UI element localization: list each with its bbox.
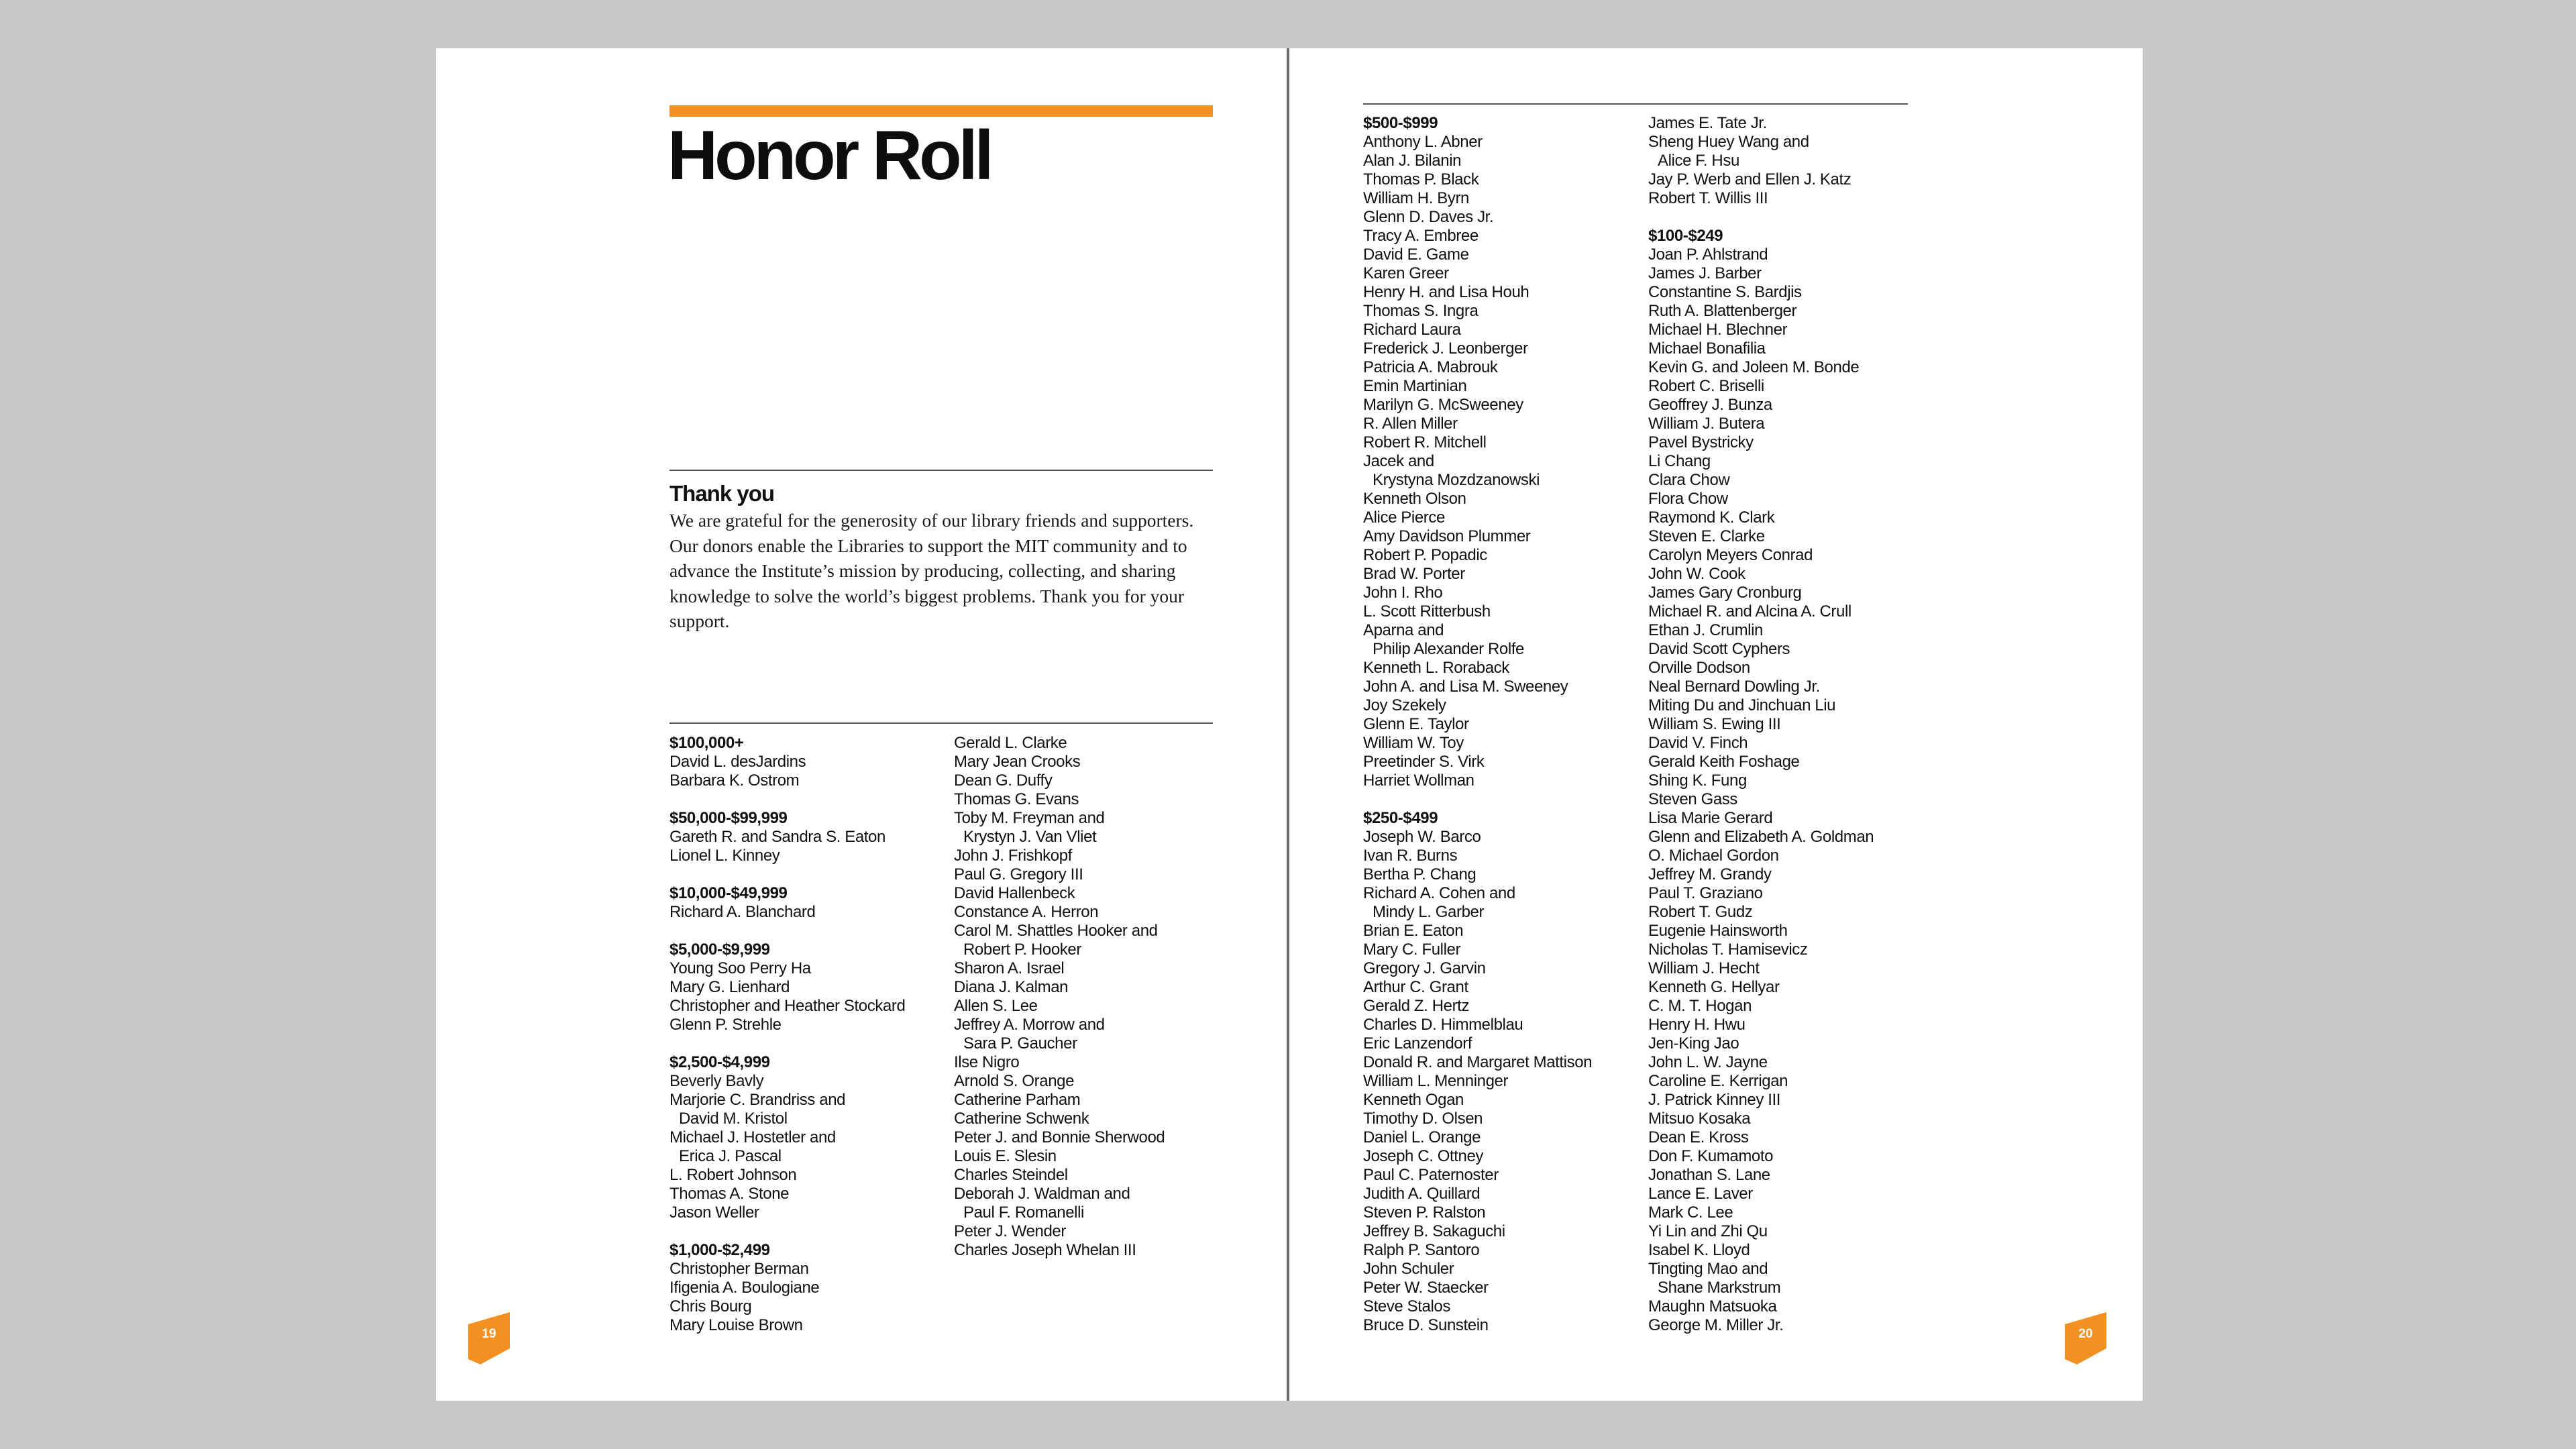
donor-name: Arthur C. Grant [1363, 978, 1468, 996]
donor-name: Henry H. and Lisa Houh [1363, 283, 1529, 301]
donor-group [669, 1053, 905, 1222]
donor-name: Charles Steindel [954, 1166, 1068, 1184]
donor-name: Gareth R. and Sandra S. Eaton [669, 828, 885, 846]
donor-group [669, 884, 905, 922]
donor-name: Gerald Z. Hertz [1363, 997, 1470, 1015]
donor-name: Carol M. Shattles Hooker and [954, 922, 1158, 940]
donor-group [669, 809, 905, 865]
page-number-badge [466, 1312, 513, 1359]
donor-name: Frederick J. Leonberger [1363, 339, 1528, 358]
donor-name: Brian E. Eaton [1363, 922, 1464, 940]
donor-name: Steven Gass [1648, 790, 1738, 808]
donor-name: Peter J. Wender [954, 1222, 1066, 1240]
donor-name: Emin Martinian [1363, 377, 1467, 395]
donor-name: R. Allen Miller [1363, 415, 1458, 433]
donor-name: Young Soo Perry Ha [669, 959, 811, 977]
donor-name: Kenneth L. Roraback [1363, 659, 1509, 677]
donor-name: William L. Menninger [1363, 1072, 1509, 1090]
donor-name: Thomas P. Black [1363, 170, 1479, 189]
gift-level-heading: $100,000+ [669, 734, 744, 752]
donor-name: Mary Jean Crooks [954, 753, 1081, 771]
donor-name: Catherine Parham [954, 1091, 1081, 1109]
donor-name: Eric Lanzendorf [1363, 1034, 1472, 1053]
donor-name: Maughn Matsuoka [1648, 1297, 1777, 1316]
donor-name: Krystyna Mozdzanowski [1373, 471, 1540, 489]
donor-name: Jeffrey B. Sakaguchi [1363, 1222, 1505, 1240]
gift-level-heading: $5,000-$9,999 [669, 941, 770, 959]
donor-name: Kenneth G. Hellyar [1648, 978, 1780, 996]
donor-name: Brad W. Porter [1363, 565, 1465, 583]
donor-name: Michael R. and Alcina A. Crull [1648, 602, 1851, 621]
donor-name: Steven E. Clarke [1648, 527, 1765, 545]
donor-name: Gerald Keith Foshage [1648, 753, 1800, 771]
donor-name: Michael Bonafilia [1648, 339, 1766, 358]
donor-name: Jonathan S. Lane [1648, 1166, 1770, 1184]
donor-name: Alan J. Bilanin [1363, 152, 1462, 170]
donor-name: Paul F. Romanelli [963, 1203, 1084, 1222]
donor-name: Patricia A. Mabrouk [1363, 358, 1498, 376]
donor-name: John W. Cook [1648, 565, 1746, 583]
left-page [436, 48, 1289, 1401]
donor-name: James E. Tate Jr. [1648, 114, 1767, 132]
donor-column-right-2 [1648, 114, 1874, 1354]
donor-name: Kenneth Olson [1363, 490, 1466, 508]
donor-name: Ruth A. Blattenberger [1648, 302, 1797, 320]
gift-level-heading: $2,500-$4,999 [669, 1053, 770, 1071]
donor-name: Barbara K. Ostrom [669, 771, 800, 790]
donor-name: Louis E. Slesin [954, 1147, 1057, 1165]
donor-name: Joseph W. Barco [1363, 828, 1481, 846]
donor-name: Preetinder S. Virk [1363, 753, 1485, 771]
donor-name: Gerald L. Clarke [954, 734, 1067, 752]
donor-name: John A. and Lisa M. Sweeney [1363, 678, 1568, 696]
donor-name: Allen S. Lee [954, 997, 1038, 1015]
donor-name: Alice F. Hsu [1658, 152, 1739, 170]
donor-name: Charles D. Himmelblau [1363, 1016, 1523, 1034]
donor-name: Kenneth Ogan [1363, 1091, 1464, 1109]
donor-name: John I. Rho [1363, 584, 1443, 602]
donor-name: Thomas G. Evans [954, 790, 1079, 808]
donor-name: Mindy L. Garber [1373, 903, 1485, 921]
donor-name: Lionel L. Kinney [669, 847, 780, 865]
donor-name: Don F. Kumamoto [1648, 1147, 1774, 1165]
donor-name: Mark C. Lee [1648, 1203, 1733, 1222]
donor-name: Jeffrey M. Grandy [1648, 865, 1772, 883]
donor-name: Harriet Wollman [1363, 771, 1474, 790]
donor-name: William J. Butera [1648, 415, 1765, 433]
donor-name: Miting Du and Jinchuan Liu [1648, 696, 1836, 714]
donor-name: Mitsuo Kosaka [1648, 1110, 1751, 1128]
page-number-badge [2062, 1312, 2109, 1359]
gift-level-heading: $50,000-$99,999 [669, 809, 788, 827]
donor-name: Lance E. Laver [1648, 1185, 1753, 1203]
gift-level-heading: $10,000-$49,999 [669, 884, 788, 902]
donor-name: Deborah J. Waldman and [954, 1185, 1130, 1203]
donor-name: Shing K. Fung [1648, 771, 1747, 790]
donor-name: Lisa Marie Gerard [1648, 809, 1773, 827]
donor-name: Raymond K. Clark [1648, 508, 1775, 527]
donor-name: Orville Dodson [1648, 659, 1750, 677]
donor-name: Glenn E. Taylor [1363, 715, 1469, 733]
gift-level-heading: $250-$499 [1363, 809, 1438, 827]
donor-name: Jay P. Werb and Ellen J. Katz [1648, 170, 1851, 189]
donor-name: Peter J. and Bonnie Sherwood [954, 1128, 1165, 1146]
thank-you-heading: Thank you [669, 481, 775, 506]
donor-name: Marilyn G. McSweeney [1363, 396, 1523, 414]
gift-level-heading: $1,000-$2,499 [669, 1241, 770, 1259]
donor-name: Mary C. Fuller [1363, 941, 1461, 959]
donor-name: Tingting Mao and [1648, 1260, 1768, 1278]
donor-name: Flora Chow [1648, 490, 1728, 508]
donor-name: Ralph P. Santoro [1363, 1241, 1480, 1259]
donor-name: James Gary Cronburg [1648, 584, 1802, 602]
donor-name: Ivan R. Burns [1363, 847, 1458, 865]
donor-name: Robert R. Mitchell [1363, 433, 1487, 451]
donor-name: Tracy A. Embree [1363, 227, 1479, 245]
donor-name: William S. Ewing III [1648, 715, 1781, 733]
donor-name: Robert T. Willis III [1648, 189, 1768, 207]
donor-name: Nicholas T. Hamisevicz [1648, 941, 1808, 959]
donor-name: Aparna and [1363, 621, 1444, 639]
divider [1363, 103, 1908, 105]
donor-name: Bruce D. Sunstein [1363, 1316, 1489, 1334]
donor-name: Peter W. Staecker [1363, 1279, 1489, 1297]
donor-name: Robert P. Hooker [963, 941, 1081, 959]
donor-name: Karen Greer [1363, 264, 1449, 282]
donor-name: O. Michael Gordon [1648, 847, 1779, 865]
donor-name: Chris Bourg [669, 1297, 752, 1316]
right-page [1289, 48, 2143, 1401]
donor-name: Philip Alexander Rolfe [1373, 640, 1525, 658]
donor-column-left-2 [954, 734, 1165, 1279]
donor-name: Marjorie C. Brandriss and [669, 1091, 846, 1109]
donor-name: William J. Hecht [1648, 959, 1760, 977]
donor-group [1648, 227, 1874, 1335]
donor-name: Shane Markstrum [1658, 1279, 1781, 1297]
donor-name: Thomas S. Ingra [1363, 302, 1479, 320]
donor-name: Christopher and Heather Stockard [669, 997, 906, 1015]
donor-name: David Scott Cyphers [1648, 640, 1790, 658]
donor-name: Toby M. Freyman and [954, 809, 1105, 827]
donor-name: Pavel Bystricky [1648, 433, 1754, 451]
donor-name: Daniel L. Orange [1363, 1128, 1481, 1146]
donor-name: Bertha P. Chang [1363, 865, 1477, 883]
donor-group [669, 1241, 905, 1335]
donor-name: Isabel K. Lloyd [1648, 1241, 1750, 1259]
donor-name: Jen-King Jao [1648, 1034, 1739, 1053]
donor-name: John Schuler [1363, 1260, 1454, 1278]
donor-name: Diana J. Kalman [954, 978, 1069, 996]
donor-name: David E. Game [1363, 246, 1469, 264]
donor-name: Thomas A. Stone [669, 1185, 790, 1203]
donor-name: Yi Lin and Zhi Qu [1648, 1222, 1768, 1240]
donor-name: Sheng Huey Wang and [1648, 133, 1809, 151]
donor-name: Sara P. Gaucher [963, 1034, 1077, 1053]
donor-name: John L. W. Jayne [1648, 1053, 1768, 1071]
donor-name: Gregory J. Garvin [1363, 959, 1486, 977]
donor-name: Donald R. and Margaret Mattison [1363, 1053, 1593, 1071]
donor-name: John J. Frishkopf [954, 847, 1072, 865]
donor-group [954, 734, 1165, 1260]
donor-name: Neal Bernard Dowling Jr. [1648, 678, 1820, 696]
donor-group [669, 941, 905, 1034]
donor-name: Joy Szekely [1363, 696, 1446, 714]
donor-name: Anthony L. Abner [1363, 133, 1483, 151]
donor-name: J. Patrick Kinney III [1648, 1091, 1781, 1109]
donor-name: Amy Davidson Plummer [1363, 527, 1531, 545]
donor-name: Timothy D. Olsen [1363, 1110, 1483, 1128]
page-title: Honor Roll [667, 117, 991, 195]
donor-name: L. Scott Ritterbush [1363, 602, 1491, 621]
gift-level-heading: $500-$999 [1363, 114, 1438, 132]
donor-name: Mary G. Lienhard [669, 978, 790, 996]
donor-name: Arnold S. Orange [954, 1072, 1075, 1090]
donor-name: Glenn P. Strehle [669, 1016, 782, 1034]
donor-name: Robert T. Gudz [1648, 903, 1753, 921]
donor-name: Steven P. Ralston [1363, 1203, 1486, 1222]
donor-name: Glenn D. Daves Jr. [1363, 208, 1494, 226]
page-number: 19 [482, 1327, 496, 1341]
donor-name: William W. Toy [1363, 734, 1464, 752]
donor-name: George M. Miller Jr. [1648, 1316, 1784, 1334]
donor-name: Paul G. Gregory III [954, 865, 1083, 883]
donor-name: Joan P. Ahlstrand [1648, 246, 1768, 264]
donor-name: Carolyn Meyers Conrad [1648, 546, 1813, 564]
donor-name: Robert C. Briselli [1648, 377, 1764, 395]
donor-name: Michael H. Blechner [1648, 321, 1788, 339]
donor-name: Geoffrey J. Bunza [1648, 396, 1772, 414]
donor-name: Dean E. Kross [1648, 1128, 1749, 1146]
donor-name: L. Robert Johnson [669, 1166, 797, 1184]
donor-name: Paul T. Graziano [1648, 884, 1763, 902]
donor-name: Erica J. Pascal [679, 1147, 782, 1165]
donor-name: Michael J. Hostetler and [669, 1128, 836, 1146]
donor-name: Beverly Bavly [669, 1072, 764, 1090]
donor-name: Krystyn J. Van Vliet [963, 828, 1097, 846]
donor-name: Richard Laura [1363, 321, 1461, 339]
page-number: 20 [2078, 1327, 2093, 1341]
donor-name: Paul C. Paternoster [1363, 1166, 1499, 1184]
donor-name: Clara Chow [1648, 471, 1730, 489]
donor-name: Robert P. Popadic [1363, 546, 1487, 564]
donor-name: Constantine S. Bardjis [1648, 283, 1802, 301]
donor-group [1363, 809, 1592, 1335]
donor-name: Richard A. Cohen and [1363, 884, 1515, 902]
donor-name: Henry H. Hwu [1648, 1016, 1746, 1034]
donor-name: Jacek and [1363, 452, 1434, 470]
donor-name: David Hallenbeck [954, 884, 1075, 902]
donor-name: Eugenie Hainsworth [1648, 922, 1788, 940]
donor-group [1363, 114, 1592, 790]
donor-name: Judith A. Quillard [1363, 1185, 1481, 1203]
donor-name: Steve Stalos [1363, 1297, 1450, 1316]
donor-name: Kevin G. and Joleen M. Bonde [1648, 358, 1860, 376]
donor-name: James J. Barber [1648, 264, 1762, 282]
donor-name: Constance A. Herron [954, 903, 1099, 921]
donor-name: Richard A. Blanchard [669, 903, 816, 921]
gift-level-heading: $100-$249 [1648, 227, 1723, 245]
donor-name: David M. Kristol [679, 1110, 788, 1128]
donor-name: Jason Weller [669, 1203, 759, 1222]
donor-group [1648, 114, 1874, 208]
divider [669, 470, 1213, 471]
donor-name: Mary Louise Brown [669, 1316, 803, 1334]
donor-name: Joseph C. Ottney [1363, 1147, 1484, 1165]
donor-group [669, 734, 905, 790]
donor-name: Caroline E. Kerrigan [1648, 1072, 1788, 1090]
divider [669, 722, 1213, 724]
donor-name: C. M. T. Hogan [1648, 997, 1752, 1015]
donor-name: Ethan J. Crumlin [1648, 621, 1763, 639]
donor-name: Li Chang [1648, 452, 1711, 470]
donor-name: Dean G. Duffy [954, 771, 1053, 790]
title-accent-bar [669, 105, 1213, 117]
donor-name: Ifigenia A. Boulogiane [669, 1279, 820, 1297]
donor-name: Ilse Nigro [954, 1053, 1020, 1071]
donor-column-right-1 [1363, 114, 1592, 1354]
donor-name: David V. Finch [1648, 734, 1748, 752]
donor-name: Alice Pierce [1363, 508, 1445, 527]
donor-name: Jeffrey A. Morrow and [954, 1016, 1105, 1034]
donor-name: David L. desJardins [669, 753, 806, 771]
donor-name: Glenn and Elizabeth A. Goldman [1648, 828, 1874, 846]
donor-name: Christopher Berman [669, 1260, 809, 1278]
donor-name: Sharon A. Israel [954, 959, 1065, 977]
donor-name: William H. Byrn [1363, 189, 1470, 207]
thank-you-body: We are grateful for the generosity of our library friends and supporters. Our donors enable the Libraries to support the MIT community and to advance the Institute’s mission by producing, collecting, and sharing knowledge to solve the world’s biggest problems. Thank you for your support. [669, 510, 1194, 631]
donor-name: Charles Joseph Whelan III [954, 1241, 1136, 1259]
donor-name: Catherine Schwenk [954, 1110, 1089, 1128]
donor-column-left-1 [669, 734, 905, 1354]
